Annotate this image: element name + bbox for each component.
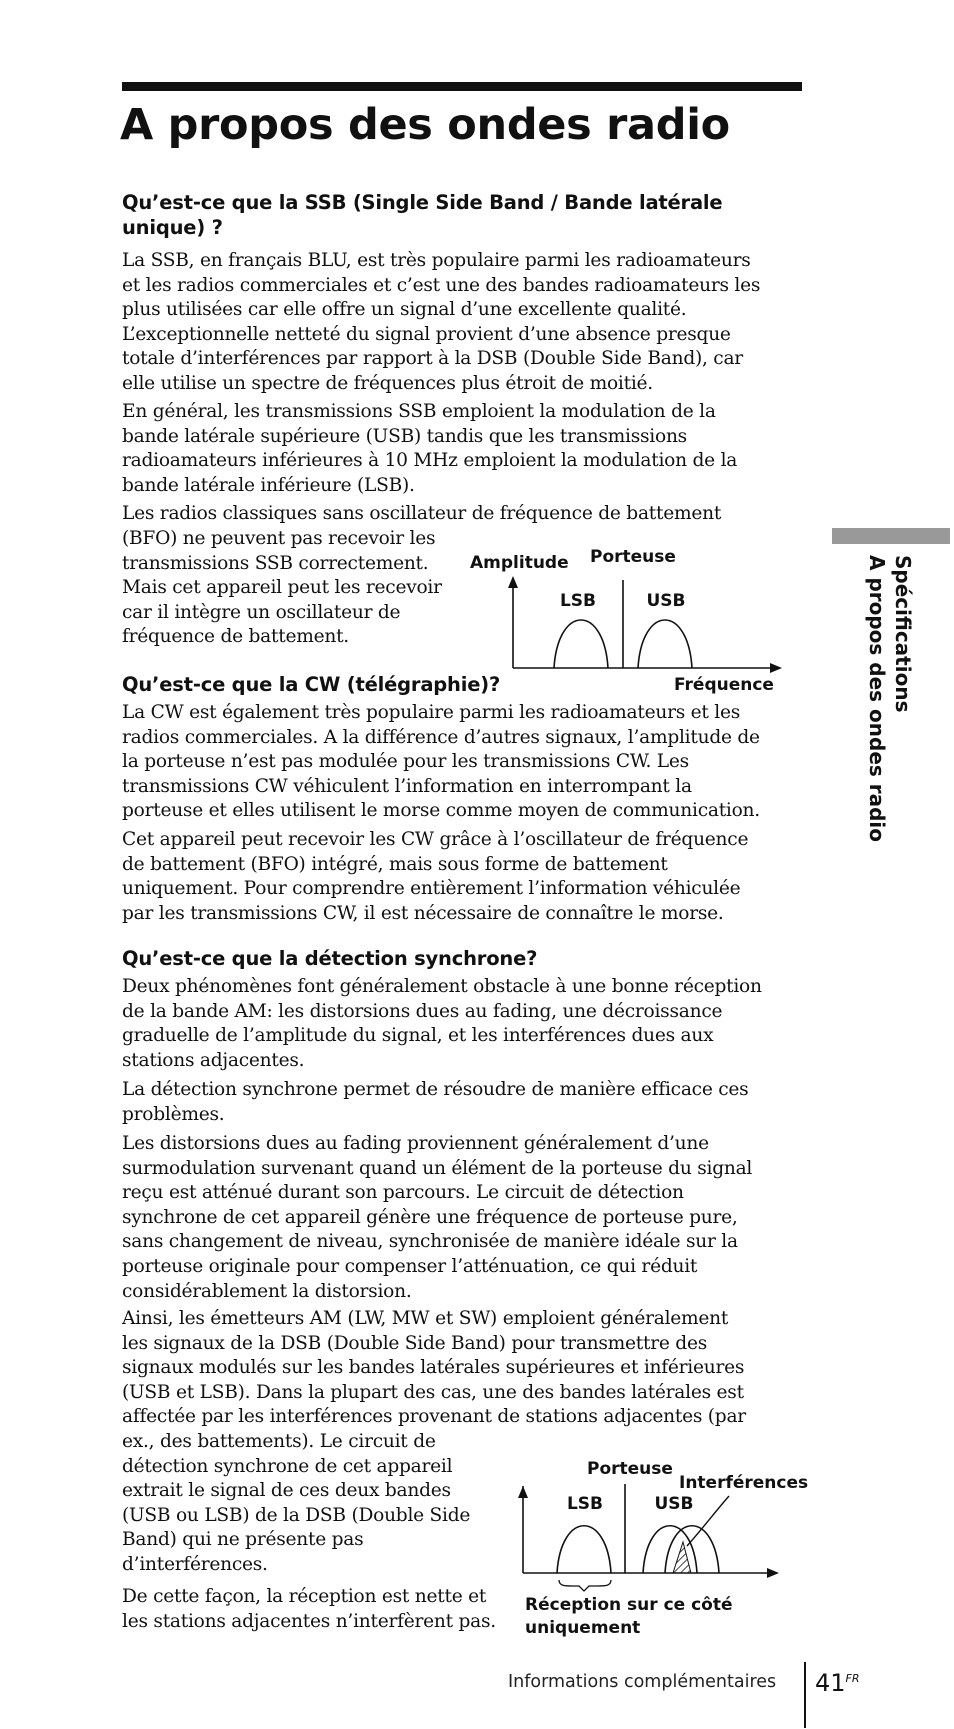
text-line: transmissions SSB correctement. [122, 552, 429, 574]
lsb-label: LSB [559, 591, 597, 611]
ssb-paragraph-3-wrap [122, 527, 467, 650]
text-line: radioamateurs inférieures à 10 MHz emploient la modulation de la [122, 450, 738, 472]
text-line: et les radios commerciales et c’est une des bandes radioamateurs les [122, 274, 761, 296]
text-line: plus utilisées car elle offre un signal d’une excellente qualité. [122, 299, 687, 321]
footer-section-label: Informations complémentaires [508, 1672, 777, 1692]
lsb-curve [557, 1526, 611, 1573]
text-line: Les radios classiques sans oscillateur de fréquence de battement [122, 503, 722, 524]
text-line: d’interférences. [122, 1553, 268, 1575]
text-line: Deux phénomènes font généralement obstacle à une bonne réception [122, 976, 762, 997]
reception-bracket [559, 1580, 611, 1591]
page-title: A propos des ondes radio [120, 100, 730, 150]
text-line: bande latérale supérieure (USB) tandis que les transmissions [122, 425, 687, 447]
lsb-label: LSB [566, 1494, 604, 1514]
text-line: (USB et LSB). Dans la plupart des cas, une des bandes latérales est [122, 1381, 744, 1403]
side-tab-bar [832, 528, 950, 544]
text-line: ex., des battements). Le circuit de [122, 1431, 436, 1452]
text-line: fréquence de battement. [122, 626, 349, 648]
usb-curve [638, 620, 692, 668]
text-line: (BFO) ne peuvent pas recevoir les [122, 528, 436, 549]
text-line: Les distorsions dues au fading proviennent généralement d’une [122, 1133, 709, 1154]
frequency-arrowhead [770, 663, 782, 673]
side-tab-label [864, 555, 916, 842]
text-line: totale d’interférences par rapport à la DSB (Double Side Band), car [122, 348, 743, 370]
text-line: affectée par les interférences provenant de stations adjacentes (par [122, 1406, 746, 1428]
text-line: Mais cet appareil peut les recevoir [122, 577, 442, 599]
ssb-heading-line1: Qu’est-ce que la SSB (Single Side Band / Bande latérale [122, 191, 723, 214]
text-line: En général, les transmissions SSB emploient la modulation de la [122, 401, 716, 422]
cw-paragraph-2 [122, 828, 812, 926]
ssb-paragraph-2 [122, 400, 812, 498]
sync-paragraph-2 [122, 1078, 812, 1127]
text-line: sans changement de niveau, synchronisée de manière idéale sur la [122, 1231, 738, 1253]
ssb-spectrum-diagram [466, 536, 796, 696]
top-rule [122, 82, 802, 91]
text-line: bande latérale inférieure (LSB). [122, 474, 415, 496]
text-line: la porteuse n’est pas modulée pour les transmissions CW. Les [122, 751, 689, 773]
usb-label: USB [646, 591, 686, 611]
text-line: uniquement. Pour comprendre entièrement l’information véhiculée [122, 878, 741, 900]
interference-curve [665, 1526, 719, 1573]
caption-line2: uniquement [525, 1618, 641, 1638]
usb-label: USB [654, 1494, 694, 1514]
text-line: synchrone de cet appareil génère une fréquence de porteuse pure, [122, 1206, 738, 1228]
text-line: considérablement la distorsion. [122, 1280, 412, 1302]
side-tab-line1: Spécifications [891, 555, 915, 713]
text-line: porteuse originale pour compenser l’atténuation, ce qui réduit [122, 1255, 698, 1277]
sync-detection-diagram [515, 1448, 815, 1648]
text-line: Cet appareil peut recevoir les CW grâce à l’oscillateur de fréquence [122, 829, 749, 850]
text-line: signaux modulés sur les bandes latérales supérieures et inférieures [122, 1357, 745, 1379]
text-line: reçu est atténué durant son parcours. Le circuit de détection [122, 1182, 684, 1204]
ssb-paragraph-3 [122, 502, 812, 527]
text-line: L’exceptionnelle netteté du signal provient d’une absence presque [122, 323, 731, 345]
lsb-curve [554, 620, 608, 668]
text-line: elle utilise un spectre de fréquences plus étroit de moitié. [122, 372, 653, 394]
sync-heading: Qu’est-ce que la détection synchrone? [122, 947, 538, 970]
text-line: surmodulation survenant quand un élément de la porteuse du signal [122, 1157, 753, 1179]
text-line: (USB ou LSB) de la DSB (Double Side [122, 1504, 471, 1526]
sync-paragraph-4 [122, 1307, 812, 1430]
interference-overlap-hatch [673, 1542, 691, 1573]
text-line: extrait le signal de ces deux bandes [122, 1480, 451, 1502]
text-line: graduelle de l’amplitude du signal, et les interférences dues aux [122, 1025, 714, 1047]
sync-paragraph-5 [122, 1585, 517, 1634]
text-line: les signaux de la DSB (Double Side Band) pour transmettre des [122, 1332, 708, 1354]
text-line: de la bande AM: les distorsions dues au fading, une décroissance [122, 1000, 723, 1022]
cw-paragraph-1 [122, 701, 812, 824]
interference-label: Interférences [679, 1473, 809, 1493]
amplitude-arrowhead [508, 576, 518, 588]
ssb-heading-line2: unique) ? [122, 216, 223, 239]
carrier-label: Porteuse [590, 547, 676, 567]
caption-line1: Réception sur ce côté [525, 1595, 733, 1615]
text-line: par les transmissions CW, il est nécessaire de connaître le morse. [122, 902, 724, 924]
text-line: problèmes. [122, 1103, 225, 1125]
text-line: radios commerciales. A la différence d’autres signaux, l’amplitude de [122, 726, 760, 748]
page-number-value: 41 [815, 1669, 846, 1697]
frequency-label: Fréquence [674, 675, 774, 695]
text-line: les stations adjacentes n’interfèrent pas. [122, 1610, 496, 1632]
text-line: transmissions CW véhiculent l’information en interrompant la [122, 775, 692, 797]
text-line: porteuse et elles utilisent le morse comme moyen de communication. [122, 800, 760, 822]
sync-paragraph-3 [122, 1132, 812, 1304]
frequency-arrowhead [767, 1568, 779, 1578]
sync-paragraph-4-wrap [122, 1430, 507, 1578]
text-line: La détection synchrone permet de résoudre de manière efficace ces [122, 1079, 749, 1100]
amplitude-label: Amplitude [470, 553, 569, 573]
ssb-paragraph-1 [122, 249, 812, 397]
text-line: de battement (BFO) intégré, mais sous forme de battement [122, 853, 668, 875]
page-language: FR [845, 1672, 860, 1685]
text-line: détection synchrone de cet appareil [122, 1455, 453, 1477]
amplitude-arrowhead [518, 1486, 528, 1498]
text-line: La SSB, en français BLU, est très populaire parmi les radioamateurs [122, 250, 751, 271]
text-line: stations adjacentes. [122, 1049, 305, 1071]
text-line: La CW est également très populaire parmi les radioamateurs et les [122, 702, 741, 723]
footer-rule [804, 1662, 806, 1728]
carrier-label: Porteuse [587, 1459, 673, 1479]
text-line: Ainsi, les émetteurs AM (LW, MW et SW) emploient généralement [122, 1308, 729, 1329]
text-line: De cette façon, la réception est nette et [122, 1586, 487, 1607]
cw-heading: Qu’est-ce que la CW (télégraphie)? [122, 673, 501, 696]
page-number [815, 1664, 860, 1698]
side-tab-line2: A propos des ondes radio [865, 555, 889, 843]
sync-paragraph-1 [122, 975, 812, 1073]
text-line: car il intègre un oscillateur de [122, 601, 401, 623]
ssb-heading [122, 190, 722, 240]
text-line: Band) qui ne présente pas [122, 1529, 364, 1551]
